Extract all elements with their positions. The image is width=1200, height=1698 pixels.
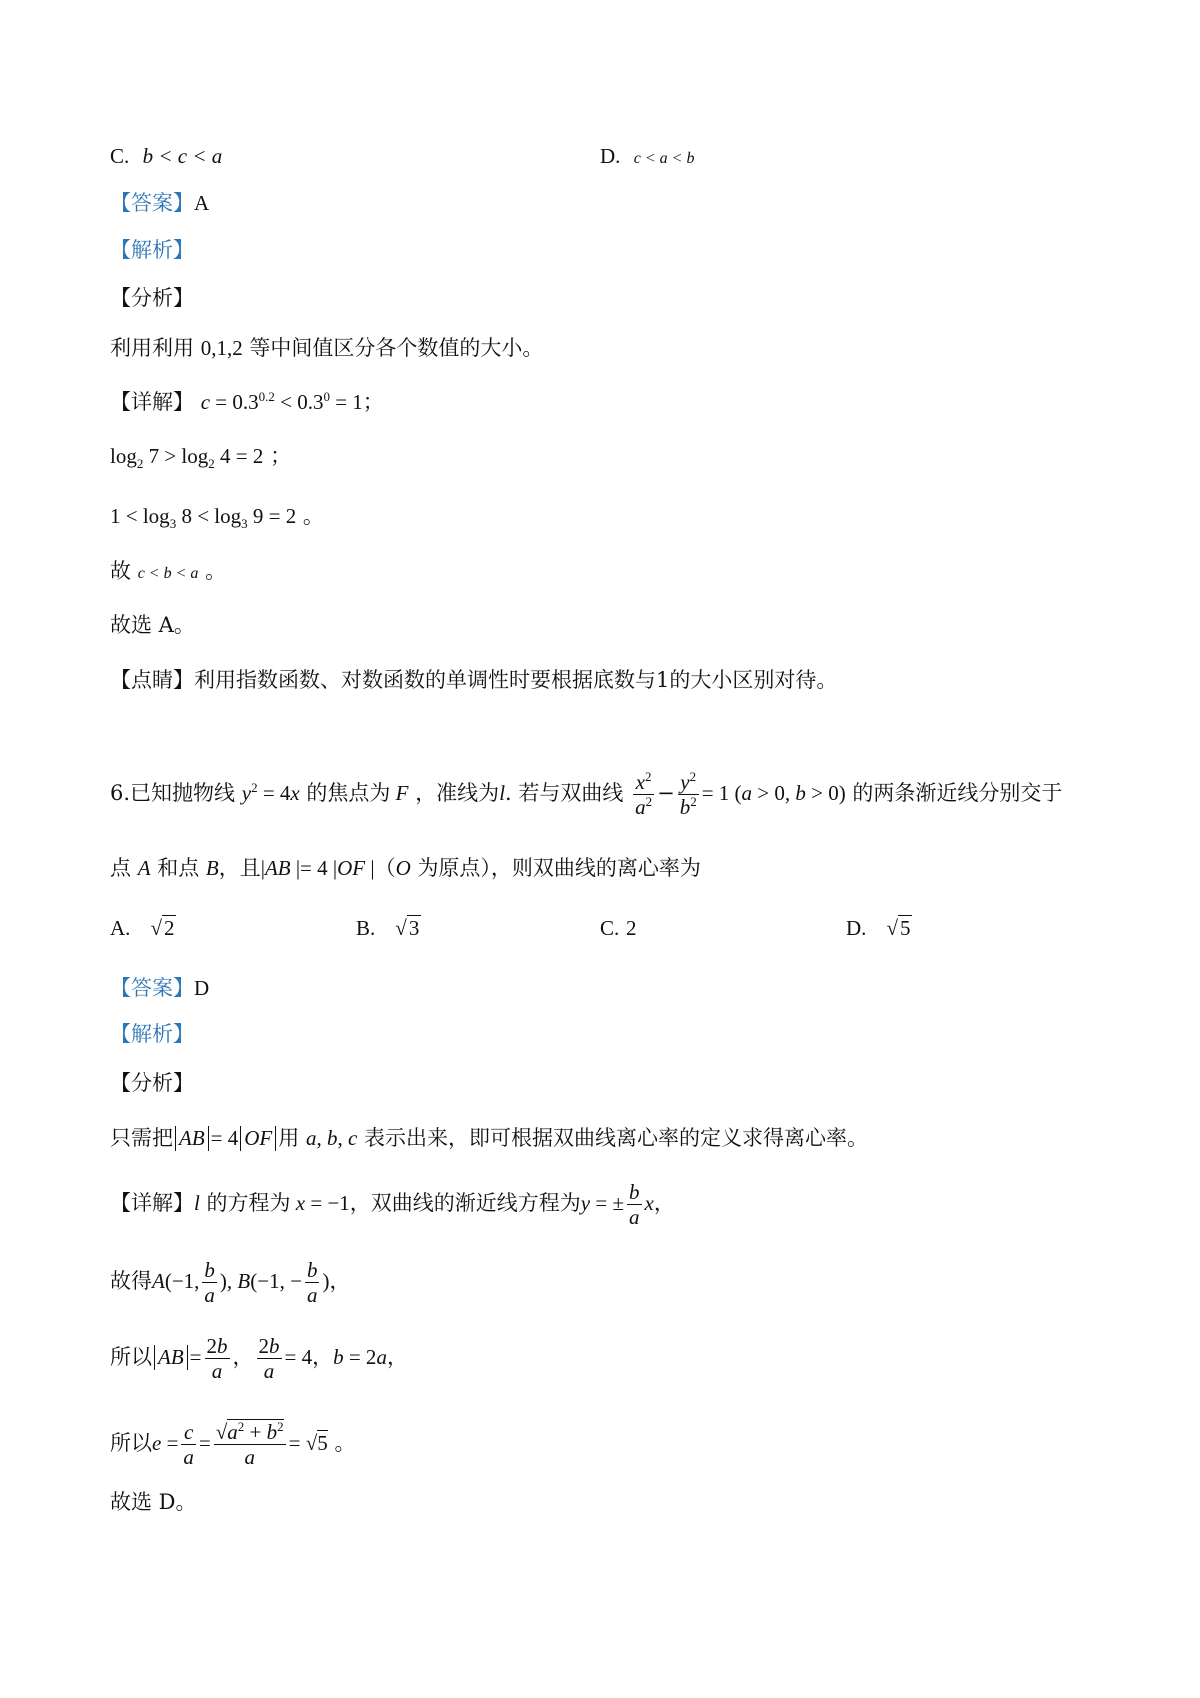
guxuan-line: 故选 A。 — [110, 613, 195, 637]
dianjing-line: 【点睛】利用指数函数、对数函数的单调性时要根据底数与1的大小区别对待。 — [110, 668, 838, 692]
option-b-6: B. √3 — [356, 916, 420, 940]
fenxi-text-6: 只需把 AB = 4 OF 用 a, b, c 表示出来，即可根据双曲线离心率的定义求得离心率。 — [110, 1126, 868, 1150]
option-a-6: A. √2 — [110, 916, 175, 940]
q6-stem-line-2: 点 A 和点 B，且|AB |= 4 |OF |（O 为原点），则双曲线的离心率为 — [110, 856, 701, 880]
option-c-expr: b < c < a — [142, 144, 223, 168]
sqrt-icon: √2 — [150, 916, 175, 940]
xiangjie-line-1: 【详解】 $c = 0.3^{0.2} < 0.3^0 = 1$； — [110, 389, 384, 414]
xiangjie-line-2: $\log_2 7 > \log_2 4 = 2$ ； — [110, 444, 292, 472]
option-d-expr: c < a < b — [633, 150, 695, 167]
answer-line-6: 【答案】D — [110, 976, 210, 1000]
xiangjie-6-line-3: 所以 AB = $\frac{2b}{a}$ ， $\frac{2b}{a}$ = 4，b = 2a， — [110, 1334, 408, 1384]
option-d: D. c < a < b — [600, 144, 695, 168]
option-c-6: C. 2 — [600, 916, 637, 940]
jiexi-heading-6: 【解析】 — [110, 1022, 194, 1046]
jiexi-heading: 【解析】 — [110, 238, 194, 262]
option-c: C. b < c < a — [110, 144, 223, 168]
q6-stem-line-1: 6.已知抛物线 $y^2 = 4x$ 的焦点为 F ，准线为l. 若与双曲线 $\frac{x^2}{a^2}$ − $\frac{y^2}{b^2}$ = 1 (a > 0, b > 0) 的两条渐近线分别交于 — [110, 769, 1063, 820]
fenxi-heading-6: 【分析】 — [110, 1071, 194, 1095]
fenxi-text: 利用利用 0,1,2 等中间值区分各个数值的大小。 — [110, 336, 544, 360]
conclusion-line: 故 c < b < a 。 — [110, 559, 227, 583]
xiangjie-6-line-2: 故得A(−1, $\frac{b}{a}$ ), B(−1, − $\frac{b}{a}$ )， — [110, 1258, 351, 1308]
frac-y2-b2: $\frac{y^2}{b^2}$ — [679, 769, 697, 820]
frac-x2-a2: $\frac{x^2}{a^2}$ — [635, 769, 653, 820]
fenxi-heading: 【分析】 — [110, 286, 194, 310]
option-d-6: D. √5 — [846, 916, 911, 940]
answer-line: 【答案】A — [110, 191, 210, 215]
sqrt-icon: √3 — [395, 916, 420, 940]
xiangjie-6-line-4: 所以e = $\frac{c}{a}$ = $\frac{√a^2 + b^2}{a}$ = √5 。 — [110, 1419, 356, 1470]
xiangjie-6-line-1: 【详解】l 的方程为 x = −1，双曲线的渐近线方程为y = ± $\frac{b}{a}$ x， — [110, 1180, 675, 1230]
xiangjie-line-3: $1 < \log_3 8 < \log_3 9 = 2$ 。 — [110, 504, 324, 532]
sqrt-icon: √5 — [886, 916, 911, 940]
guxuan-line-6: 故选 D。 — [110, 1490, 197, 1514]
